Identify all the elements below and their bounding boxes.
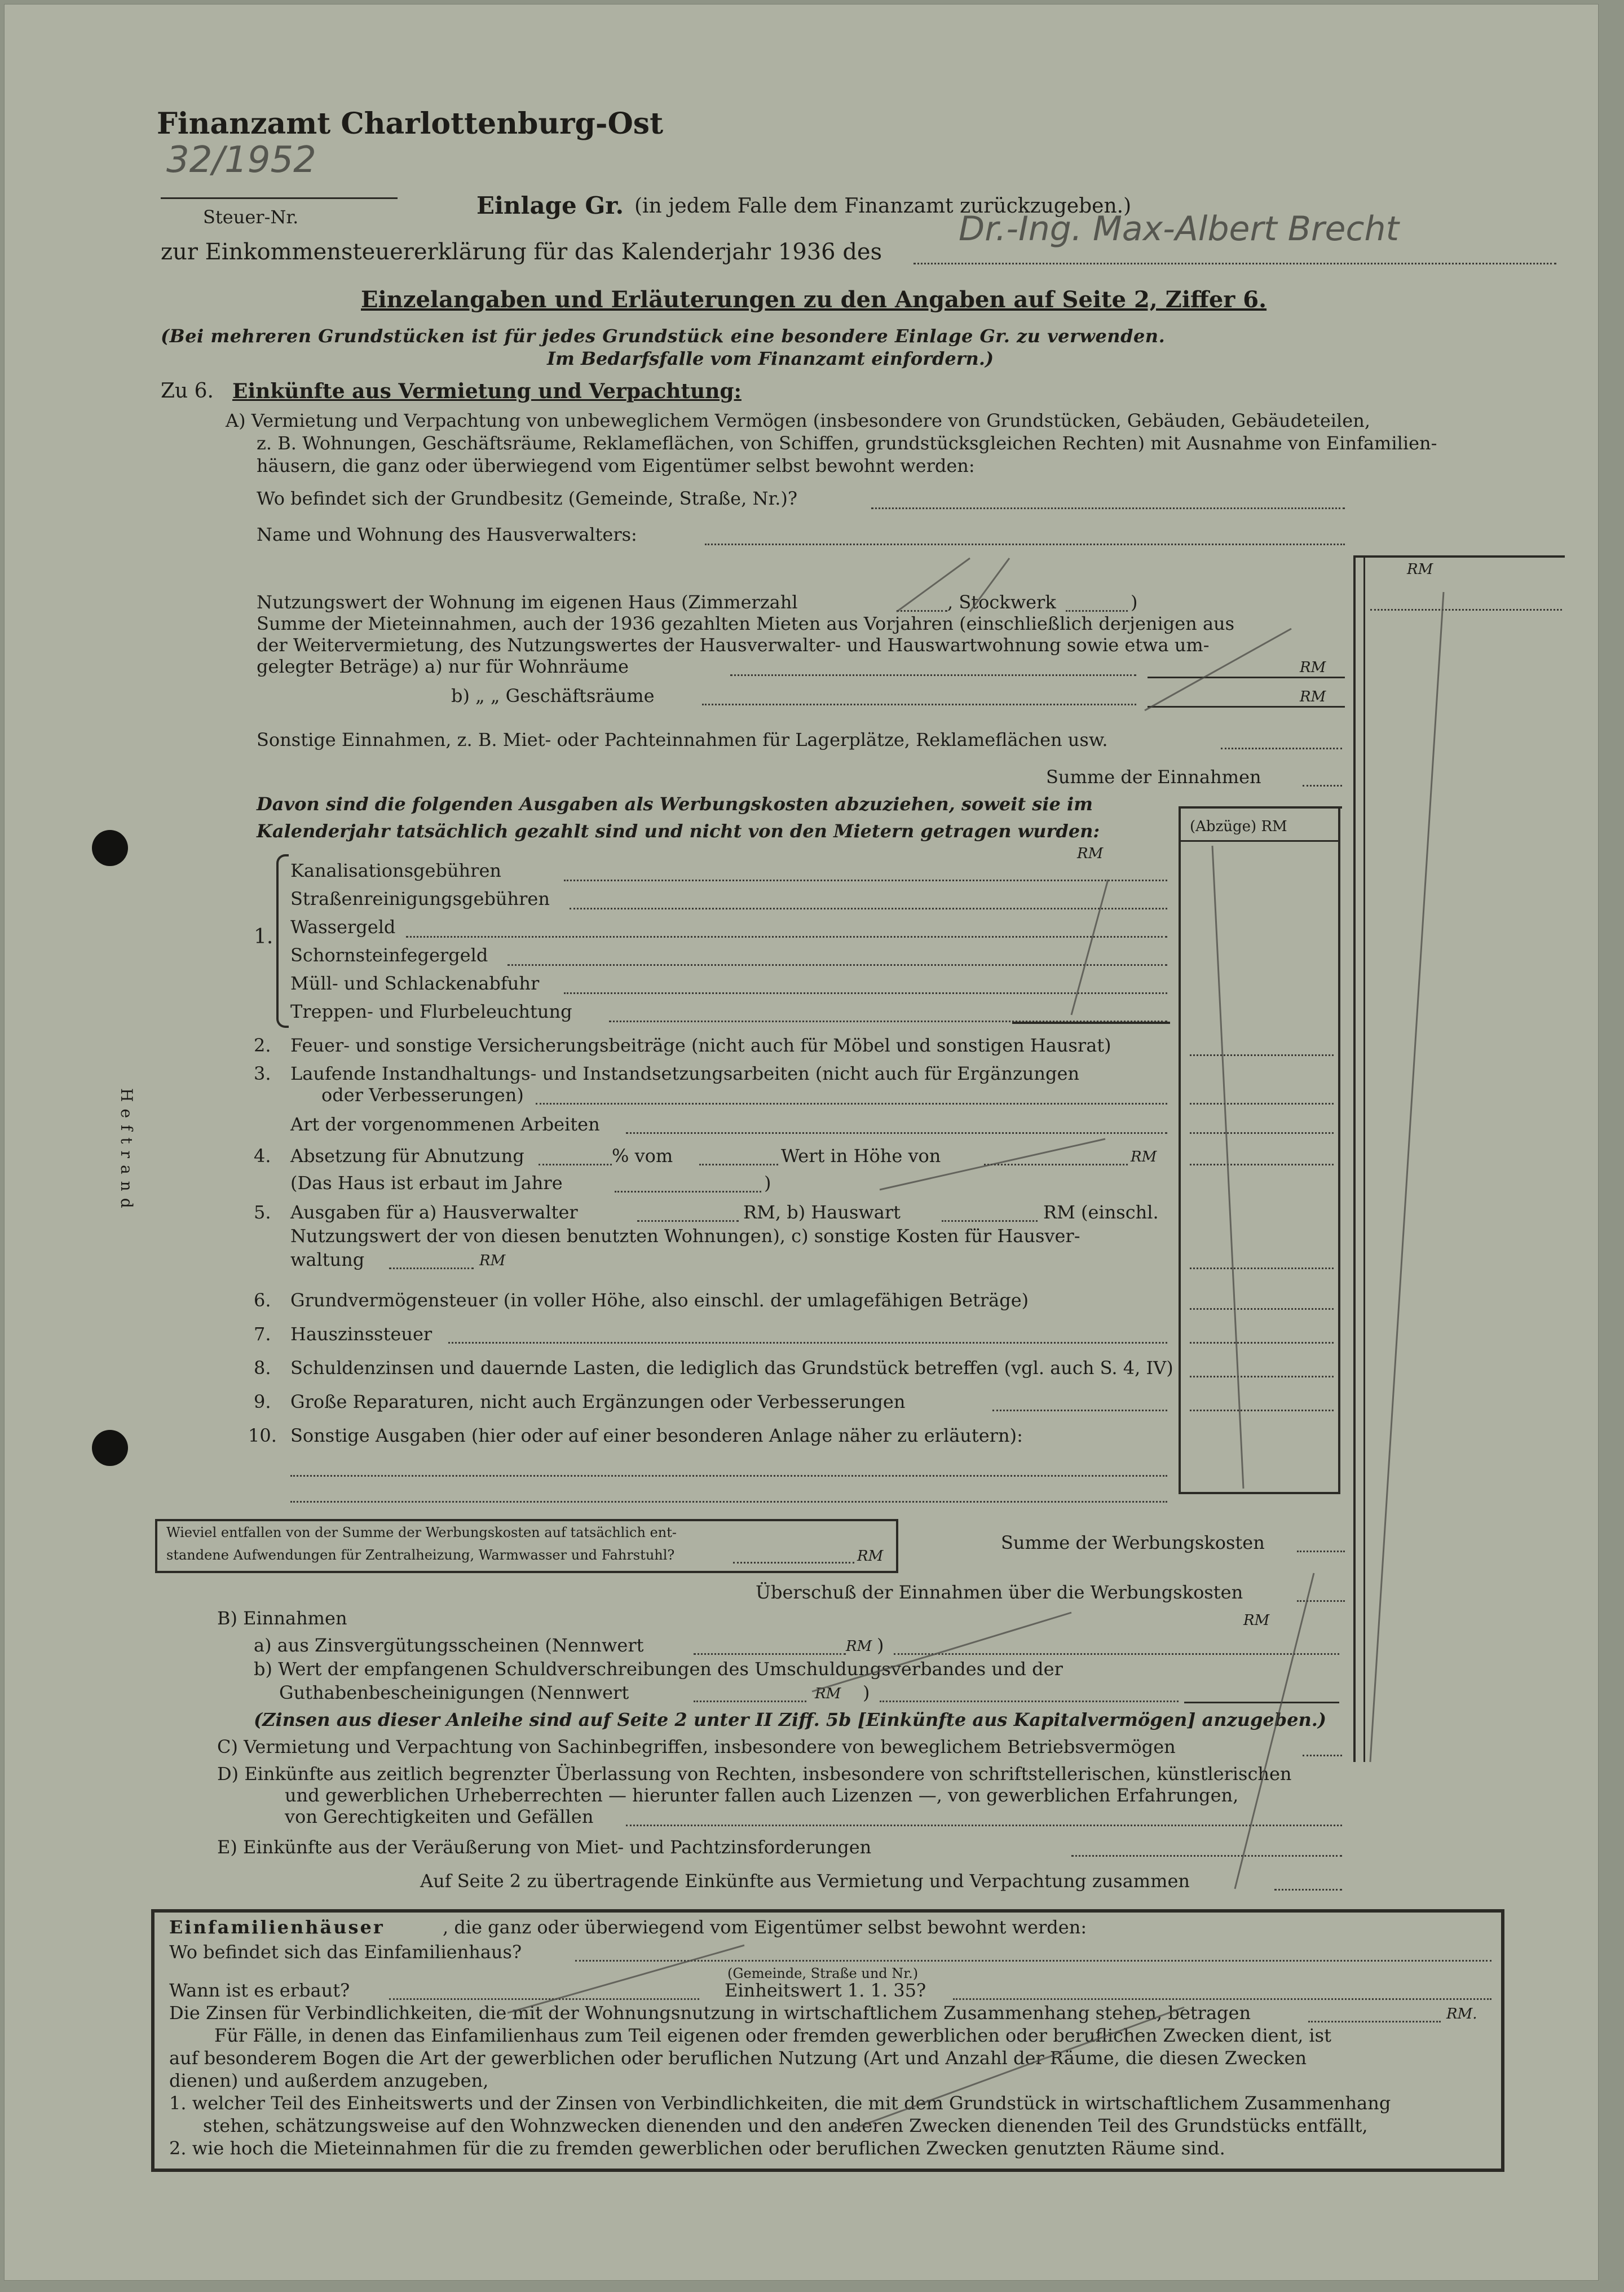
item-3-number: 3. <box>254 1063 271 1084</box>
a-text-1: A) Vermietung und Verpachtung von unbeweglichem Vermögen (insbesondere von Grundstücken, Gebäuden, Gebäudeteilen, <box>226 410 1370 431</box>
b-a-rm: RM <box>846 1638 872 1655</box>
d-label-1: D) Einkünfte aus zeitlich begrenzter Überlassung von Rechten, insbesondere von schriftstellerischen, künstlerischen <box>217 1763 1292 1785</box>
item-5-amount[interactable] <box>1190 1268 1334 1269</box>
commercial-rm: RM <box>1300 688 1326 705</box>
item-3-label-a: Laufende Instandhaltungs- und Instandsetzungsarbeiten (nicht auch für Ergänzungen <box>290 1063 1080 1084</box>
punch-hole-bottom <box>92 1430 128 1466</box>
item-9-field[interactable] <box>992 1410 1167 1411</box>
efh-location-label: Wo befindet sich das Einfamilienhaus? <box>169 1941 522 1963</box>
manager-field[interactable] <box>705 544 1345 545</box>
item-3-work-amount[interactable] <box>1190 1132 1334 1134</box>
commercial-rm-line <box>1148 706 1345 708</box>
rent-sum-3: gelegter Beträge) a) nur für Wohnräume <box>257 656 629 677</box>
item1-brace <box>276 854 289 1028</box>
item-4-label: Absetzung für Abnutzung <box>290 1145 524 1167</box>
residential-rm: RM <box>1300 659 1326 676</box>
rm-column-header: RM <box>1407 561 1433 578</box>
floor-close-paren: ) <box>1131 591 1138 613</box>
item-3-work-field[interactable] <box>626 1132 1167 1134</box>
deductions-header: (Abzüge) RM <box>1190 818 1287 835</box>
item-4-number: 4. <box>254 1145 271 1167</box>
efh-built-label: Wann ist es erbaut? <box>169 1980 350 2001</box>
item-5-verwaltung: waltung <box>290 1249 365 1270</box>
item-1-number: 1. <box>254 925 273 948</box>
item-7-label: Hauszinssteuer <box>290 1323 433 1345</box>
efh-title: Einfamilienhäuser <box>169 1916 385 1938</box>
item-2-field[interactable] <box>1190 1054 1334 1056</box>
item-5-label: Ausgaben für a) Hausverwalter <box>290 1202 578 1223</box>
a-text-2: z. B. Wohnungen, Geschäftsräume, Reklameflächen, von Schiffen, grundstücksgleichen Rechten) mit Ausnahme von Einfamilien- <box>257 432 1437 454</box>
heating-costs-field[interactable] <box>733 1562 854 1564</box>
efh-location-field[interactable] <box>575 1960 1491 1962</box>
item-7-amount[interactable] <box>1190 1342 1334 1344</box>
c-label: C) Vermietung und Verpachtung von Sachinbegriffen, insbesondere von beweglichem Betriebsvermögen <box>217 1736 1176 1757</box>
fee-field-5[interactable] <box>564 992 1167 994</box>
b-rm-header: RM <box>1243 1612 1270 1629</box>
efh-paragraph-4: 1. welcher Teil des Einheitswerts und der Zinsen von Verbindlichkeiten, die mit dem Grundstück in wirtschaftlichem Zusammenhang <box>169 2092 1391 2114</box>
commercial-rent-field[interactable] <box>702 704 1136 705</box>
item-6-label: Grundvermögensteuer (in voller Höhe, also einschl. der umlagefähigen Beträge) <box>290 1289 1029 1311</box>
item1-fee-4: Schornsteinfegergeld <box>290 944 488 966</box>
item1-fee-3: Wassergeld <box>290 916 396 938</box>
rent-sum-2: der Weitervermietung, des Nutzungswertes der Hausverwalter- und Hauswartwohnung sowie etwa um- <box>257 634 1210 656</box>
zu6-prefix: Zu 6. <box>161 379 214 403</box>
heating-costs-rm: RM <box>857 1548 884 1565</box>
zu6-title: Einkünfte aus Vermietung und Verpachtung: <box>232 379 742 403</box>
form-return-note: (in jedem Falle dem Finanzamt zurückzugeben.) <box>634 195 1132 218</box>
deductions-column-left <box>1179 806 1181 1494</box>
c-field[interactable] <box>1303 1755 1342 1756</box>
heftrand-margin-label: Heftrand <box>117 1088 136 1215</box>
deduction-intro-1: Davon sind die folgenden Ausgaben als Werbungskosten abzuziehen, soweit sie im <box>257 793 1093 815</box>
total-transfer-label: Auf Seite 2 zu übertragende Einkünfte aus Vermietung und Verpachtung zusammen <box>420 1870 1190 1892</box>
item-5-number: 5. <box>254 1202 271 1223</box>
e-field[interactable] <box>1071 1855 1342 1857</box>
d-label-3: von Gerechtigkeiten und Gefällen <box>285 1806 594 1827</box>
item-10-field-2[interactable] <box>290 1501 1167 1503</box>
advertising-costs-sum-field[interactable] <box>1297 1551 1345 1552</box>
efh-unit-value-field[interactable] <box>953 1998 1491 2000</box>
b-note: (Zinsen aus dieser Anleihe sind auf Seite 2 unter II Ziff. 5b [Einkünfte aus Kapitalvermögen] anzugeben.) <box>254 1709 1326 1730</box>
janitor-cost-field[interactable] <box>942 1220 1038 1222</box>
efh-interest-label: Die Zinsen für Verbindlichkeiten, die mit der Wohnungsnutzung in wirtschaftlichem Zusammenhang stehen, betragen <box>169 2002 1251 2024</box>
advertising-costs-sum-label: Summe der Werbungskosten <box>1001 1532 1265 1553</box>
fee-field-4[interactable] <box>508 964 1167 966</box>
item-5-incl: RM (einschl. <box>1043 1202 1159 1223</box>
rm-field-nutzungswert[interactable] <box>1370 609 1562 611</box>
item-9-amount[interactable] <box>1190 1410 1334 1411</box>
item-4-built-year: (Das Haus ist erbaut im Jahre <box>290 1172 563 1194</box>
b-b-close-paren: ) <box>863 1682 870 1703</box>
item-4-rm: RM <box>1131 1149 1157 1165</box>
d-field[interactable] <box>626 1825 1342 1826</box>
item1-fee-2: Straßenreinigungsgebühren <box>290 888 550 909</box>
punch-hole-top <box>92 830 128 866</box>
item-3-label-b: oder Verbesserungen) <box>321 1084 524 1106</box>
item-2-number: 2. <box>254 1035 271 1056</box>
deductions-header-underline <box>1181 840 1339 842</box>
rent-sum-1: Summe der Mieteinnahmen, auch der 1936 gezahlten Mieten aus Vorjahren (einschließlich derjenigen aus <box>257 613 1235 634</box>
manager-cost-field[interactable] <box>637 1220 739 1222</box>
built-year-field[interactable] <box>615 1191 761 1193</box>
b-a-label: a) aus Zinsvergütungsscheinen (Nennwert <box>254 1635 644 1656</box>
residential-rent-field[interactable] <box>730 674 1136 676</box>
item-4-amount[interactable] <box>1190 1164 1334 1165</box>
location-field[interactable] <box>871 507 1345 509</box>
tax-year-line: zur Einkommensteuererklärung für das Kalenderjahr 1936 des <box>161 239 882 265</box>
surplus-field[interactable] <box>1297 1600 1345 1602</box>
b-a-nominal-field[interactable] <box>694 1653 846 1655</box>
request-note: Im Bedarfsfalle vom Finanzamt einfordern.) <box>547 348 994 369</box>
other-income-label: Sonstige Einnahmen, z. B. Miet- oder Pachteinnahmen für Lagerplätze, Reklameflächen usw. <box>257 729 1108 750</box>
item-3-field[interactable] <box>536 1103 1167 1105</box>
b-title: B) Einnahmen <box>217 1608 347 1629</box>
residential-rm-line <box>1148 677 1345 678</box>
other-income-field[interactable] <box>1221 748 1342 749</box>
item1-fee-1: Kanalisationsgebühren <box>290 860 501 881</box>
efh-interest-field[interactable] <box>1308 2021 1441 2022</box>
deductions-column-right <box>1338 806 1340 1494</box>
room-count-field[interactable] <box>897 610 947 612</box>
rm-column-left <box>1353 555 1356 1762</box>
built-year-close-paren: ) <box>764 1172 771 1194</box>
deduction-intro-2: Kalenderjahr tatsächlich gezahlt sind und nicht von den Mietern getragen wurden: <box>257 820 1100 842</box>
item-5-usage: Nutzungswert der von diesen benutzten Wohnungen), c) sonstige Kosten für Hausver- <box>290 1225 1080 1247</box>
rm-column-top <box>1353 555 1565 558</box>
manager-label: Name und Wohnung des Hausverwalters: <box>257 524 637 545</box>
deductions-column-top <box>1179 806 1342 809</box>
steuer-nr-label: Steuer-Nr. <box>203 206 299 228</box>
b-a-close-paren: ) <box>877 1635 884 1656</box>
usage-value-label: Nutzungswert der Wohnung im eigenen Haus (Zimmerzahl <box>257 591 798 613</box>
heating-costs-q2: standene Aufwendungen für Zentralheizung, Warmwasser und Fahrstuhl? <box>166 1547 675 1563</box>
depreciation-base-field[interactable] <box>699 1164 778 1165</box>
a-text-3: häusern, die ganz oder überwiegend vom Eigentümer selbst bewohnt werden: <box>257 455 975 476</box>
multi-property-note: (Bei mehreren Grundstücken ist für jedes Grundstück eine besondere Einlage Gr. zu verwenden. <box>161 325 1166 347</box>
income-sum-field[interactable] <box>1303 785 1342 787</box>
efh-built-field[interactable] <box>389 1998 699 2000</box>
fee-field-2[interactable] <box>570 908 1167 909</box>
item-5-rm: RM <box>479 1252 506 1269</box>
handwritten-taxpayer-name: Dr.-Ing. Max-Albert Brecht <box>959 209 1399 249</box>
efh-interest-rm: RM. <box>1446 2006 1477 2022</box>
efh-title-rest: , die ganz oder überwiegend vom Eigentümer selbst bewohnt werden: <box>443 1916 1087 1938</box>
depreciation-value-field[interactable] <box>984 1164 1128 1165</box>
item1-total-rule <box>1012 1022 1170 1024</box>
item-9-label: Große Reparaturen, nicht auch Ergänzungen oder Verbesserungen <box>290 1391 906 1412</box>
fee-field-1[interactable] <box>564 880 1167 881</box>
item1-fee-5: Müll- und Schlackenabfuhr <box>290 973 540 994</box>
b-b-nominal-field[interactable] <box>694 1701 806 1702</box>
item-7-field[interactable] <box>448 1342 1167 1344</box>
income-sum-label: Summe der Einnahmen <box>1046 766 1261 788</box>
b-b-rm: RM <box>815 1685 841 1702</box>
item-10-label: Sonstige Ausgaben (hier oder auf einer besonderen Anlage näher zu erläutern): <box>290 1425 1023 1446</box>
handwritten-number: 32/1952 <box>166 139 316 181</box>
depreciation-percent-field[interactable] <box>539 1164 612 1165</box>
heating-costs-q1: Wieviel entfallen von der Summe der Werbungskosten auf tatsächlich ent- <box>166 1525 677 1540</box>
item-3-work-type: Art der vorgenommenen Arbeiten <box>290 1114 600 1135</box>
e-label: E) Einkünfte aus der Veräußerung von Miet- und Pachtzinsforderungen <box>217 1836 872 1858</box>
deductions-bottom-rule <box>1179 1492 1340 1494</box>
efh-paragraph-2: auf besonderem Bogen die Art der gewerblichen oder beruflichen Nutzung (Art und Anzahl der Räume, die diesen Zwecken <box>169 2047 1307 2069</box>
steuer-nr-underline <box>161 197 398 199</box>
item-3-amount[interactable] <box>1190 1103 1334 1105</box>
item-8-number: 8. <box>254 1357 271 1379</box>
efh-gemeinde-hint: (Gemeinde, Straße und Nr.) <box>727 1966 919 1981</box>
item-6-number: 6. <box>254 1289 271 1311</box>
efh-paragraph-6: 2. wie hoch die Mieteinnahmen für die zu fremden gewerblichen oder beruflichen Zwecken genutzten Räume sind. <box>169 2138 1225 2159</box>
item-10-number: 10. <box>248 1425 277 1446</box>
location-label: Wo befindet sich der Grundbesitz (Gemeinde, Straße, Nr.)? <box>257 488 798 509</box>
floor-field[interactable] <box>1066 610 1128 612</box>
item-9-number: 9. <box>254 1391 271 1412</box>
b-b-label-2: Guthabenbescheinigungen (Nennwert <box>279 1682 629 1703</box>
item-6-amount[interactable] <box>1190 1308 1334 1310</box>
item-5-janitor: RM, b) Hauswart <box>743 1202 901 1223</box>
taxpayer-name-field[interactable] <box>914 263 1556 264</box>
efh-unit-value-label: Einheitswert 1. 1. 35? <box>725 1980 926 2001</box>
efh-paragraph-3: dienen) und außerdem anzugeben, <box>169 2070 489 2091</box>
b-b-label-1: b) Wert der empfangenen Schuldverschreibungen des Umschuldungsverbandes und der <box>254 1658 1063 1680</box>
item-4-percent: % vom <box>612 1145 673 1167</box>
fee-field-3[interactable] <box>406 936 1167 938</box>
item-10-field-1[interactable] <box>290 1475 1167 1477</box>
item-8-amount[interactable] <box>1190 1376 1334 1377</box>
tax-office-title: Finanzamt Charlottenburg-Ost <box>157 107 664 141</box>
d-label-2: und gewerblichen Urheberrechten — hierunter fallen auch Lizenzen —, von gewerblichen Erfahrungen, <box>285 1785 1239 1806</box>
item1-rm-label: RM <box>1077 845 1104 862</box>
b-b-amount-line <box>1184 1702 1339 1703</box>
item-2-label: Feuer- und sonstige Versicherungsbeiträge (nicht auch für Möbel und sonstigen Hausrat) <box>290 1035 1111 1056</box>
rm-column-right <box>1363 555 1365 1762</box>
form-title: Einlage Gr. <box>476 192 624 219</box>
surplus-label: Überschuß der Einnahmen über die Werbungskosten <box>756 1582 1243 1603</box>
item-7-number: 7. <box>254 1323 271 1345</box>
efh-paragraph-5: stehen, schätzungsweise auf den Wohnzwecken dienenden und den anderen Zwecken dienenden Teil des Grundstücks entfällt, <box>203 2115 1368 2136</box>
section-heading: Einzelangaben und Erläuterungen zu den Angaben auf Seite 2, Ziffer 6. <box>361 286 1267 313</box>
b-a-field[interactable] <box>894 1653 1339 1655</box>
item-8-label: Schuldenzinsen und dauernde Lasten, die lediglich das Grundstück betreffen (vgl. auch S. 4, IV) <box>290 1357 1173 1379</box>
efh-paragraph-1: Für Fälle, in denen das Einfamilienhaus zum Teil eigenen oder fremden gewerblichen oder beruflichen Zwecken dient, ist <box>214 2025 1331 2046</box>
admin-cost-field[interactable] <box>389 1268 474 1269</box>
item1-fee-6: Treppen- und Flurbeleuchtung <box>290 1001 572 1022</box>
b-b-field[interactable] <box>880 1701 1179 1702</box>
floor-label: , Stockwerk <box>947 591 1056 613</box>
commercial-rent-label: b) „ „ Geschäftsräume <box>451 685 655 706</box>
item-4-value: Wert in Höhe von <box>781 1145 941 1167</box>
total-transfer-field[interactable] <box>1274 1889 1342 1891</box>
